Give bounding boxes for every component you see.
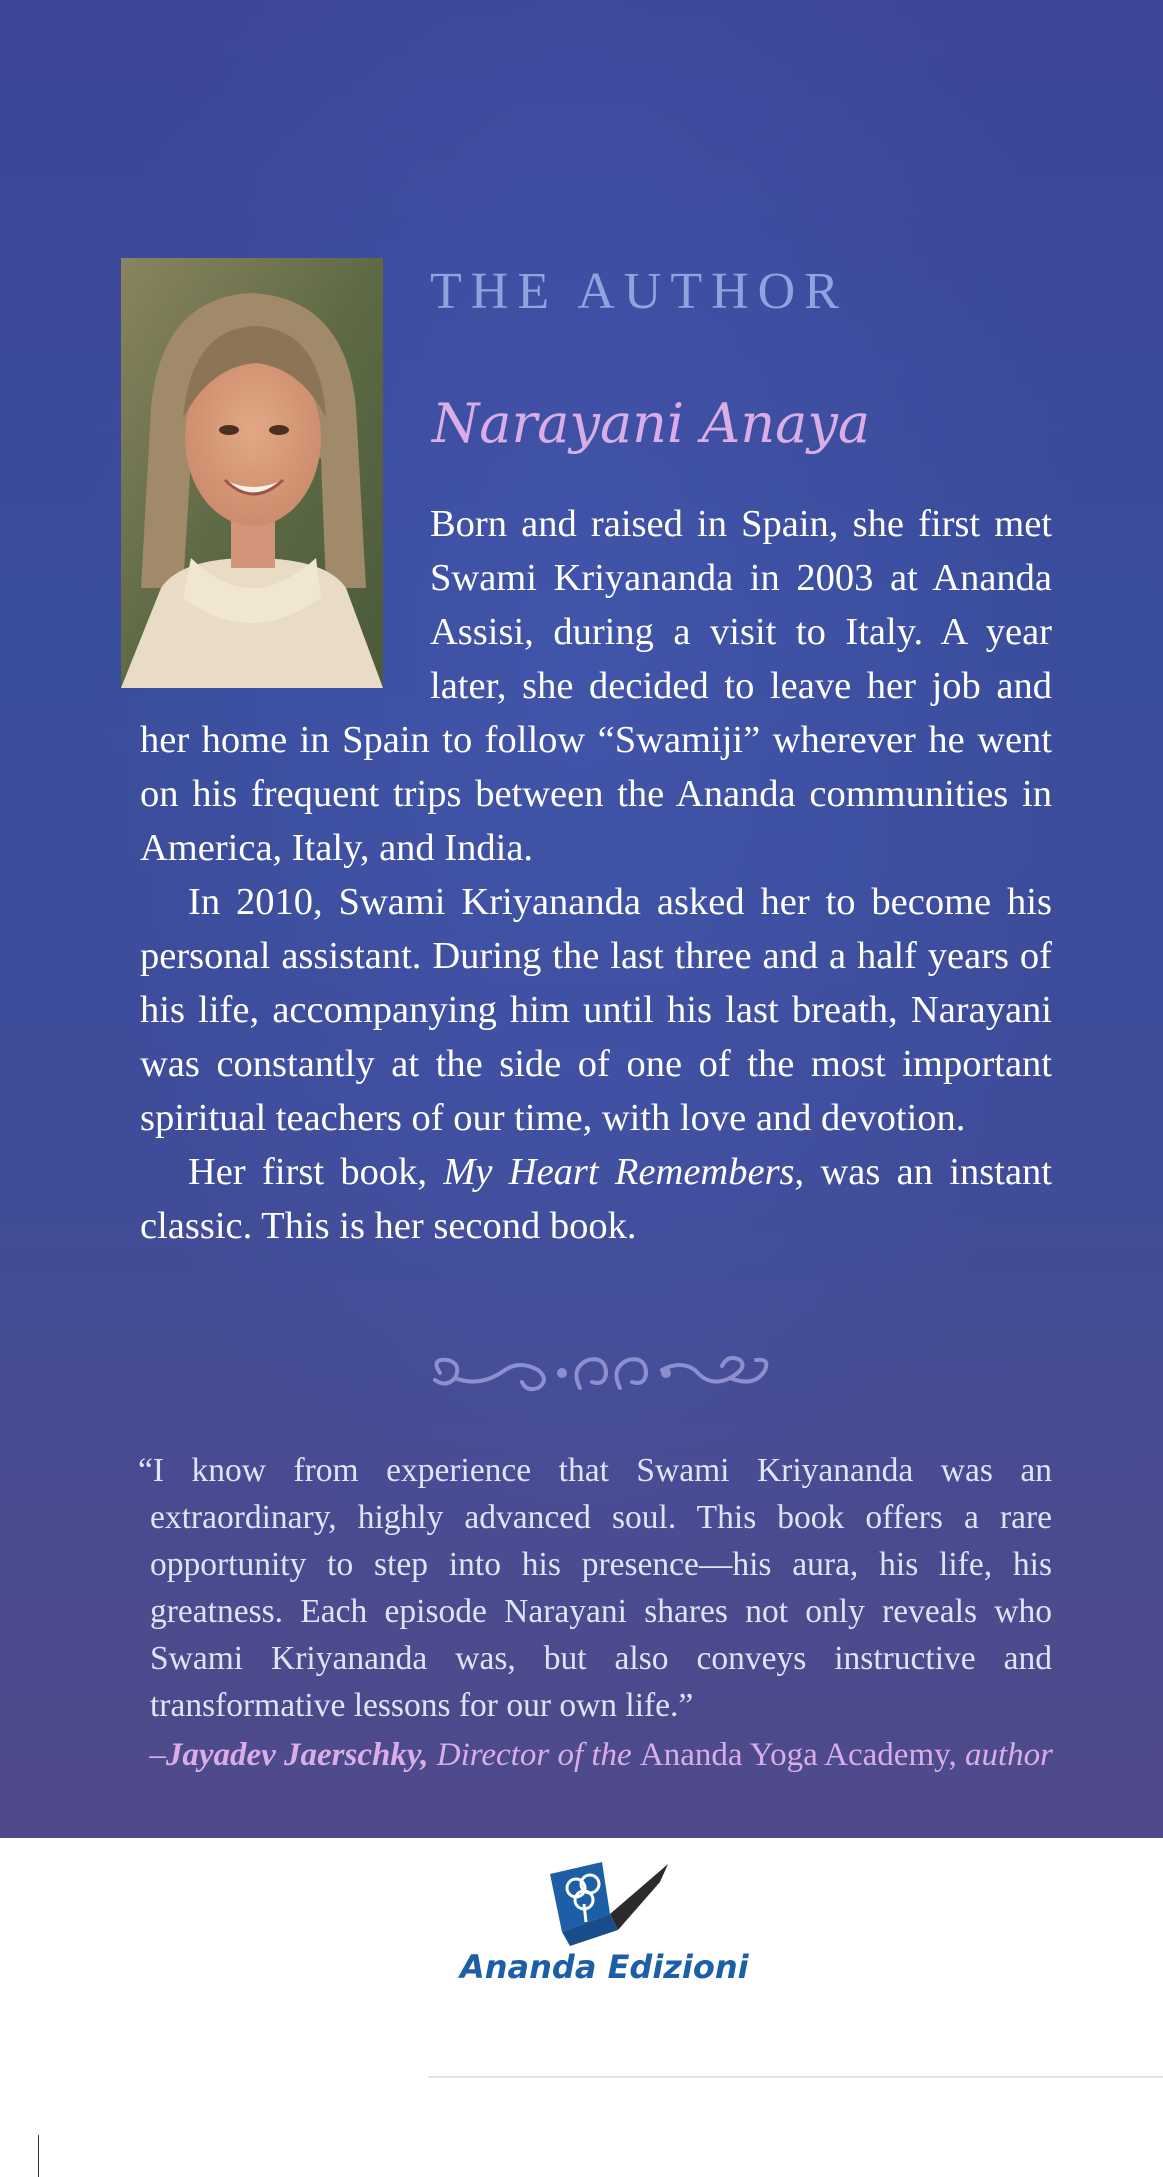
trim-mark: [38, 2135, 39, 2177]
author-name: Narayani Anaya: [432, 392, 871, 455]
book-title: My Heart Remembers: [443, 1151, 795, 1193]
bio-paragraph-1: Born and raised in Spain, she first met Swami Kriyananda in 2003 at Ananda Assisi, during a visit to Italy. A year later, she decided to leave her job and her home in Spain to follow “Swamiji” wherever he went on his frequent trips between the Ananda communities in America, Italy, and India.: [140, 503, 1052, 869]
quote-text: “I know from experience that Swami Kriyananda was an extraordinary, highly advanced soul. This book offers a rare opportunity to step into his presence—his aura, his life, his greatness. Each episode Narayani shares not only reveals who Swami Kriyananda was, but also conveys instructive and transformative lessons for our own life.”: [138, 1452, 1052, 1724]
bio-paragraph-2: In 2010, Swami Kriyananda asked her to become his personal assistant. During the last three and a half years of his life, accompanying him until his last breath, Narayani was constantly at the side of one of the most important spiritual teachers of our time, with love and devotion.: [140, 881, 1052, 1139]
author-bio: [140, 497, 1052, 1253]
open-book-tree-logo-icon: [540, 1854, 680, 1954]
bio-paragraph-3-end: , was an instant classic. This is her second book.: [140, 1151, 1052, 1247]
attribution-role-suffix: author: [956, 1737, 1053, 1773]
attribution-dash: –: [149, 1737, 166, 1773]
bio-paragraph-3-intro: Her first book,: [188, 1151, 444, 1193]
attribution-name: Jayadev Jaerschky,: [165, 1737, 429, 1773]
quote-attribution: [149, 1737, 1053, 1774]
attribution-role-prefix: Director of the: [428, 1737, 640, 1773]
photo-text-wrap-spacer: [140, 497, 430, 686]
section-heading: THE AUTHOR: [430, 263, 848, 320]
bio-paragraph-3: [140, 1145, 1052, 1253]
publisher-name: Ananda Edizioni: [460, 1948, 749, 1986]
footer-divider: [428, 2076, 1163, 2078]
endorsement-quote: [138, 1447, 1052, 1729]
attribution-organization: Ananda Yoga Academy,: [639, 1737, 957, 1773]
swirl-ornament-icon: [410, 1348, 790, 1398]
